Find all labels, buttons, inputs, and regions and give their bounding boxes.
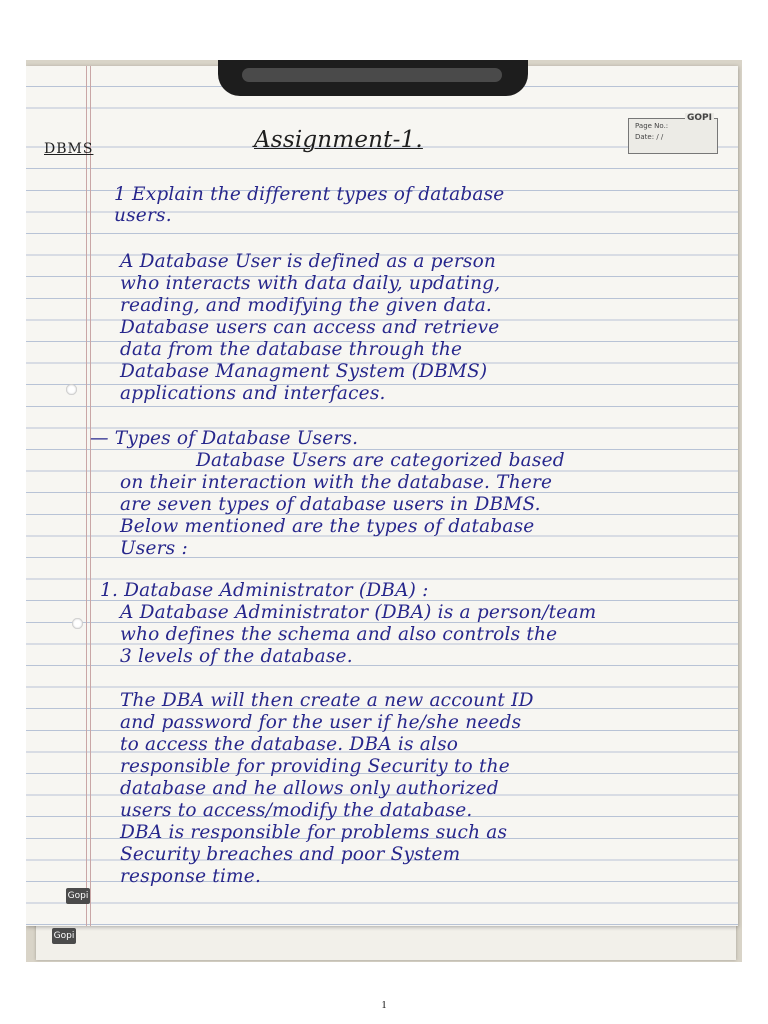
answer-line: 3 levels of the database. bbox=[120, 646, 353, 667]
notebook-logo: Gopi bbox=[52, 928, 76, 944]
answer-line: users to access/modify the database. bbox=[120, 800, 473, 821]
answer-line: data from the database through the bbox=[120, 339, 463, 360]
answer-line: on their interaction with the database. There bbox=[120, 472, 553, 493]
answer-line: Security breaches and poor System bbox=[120, 844, 461, 865]
answer-line: Users : bbox=[120, 538, 188, 559]
page-number-box bbox=[628, 113, 718, 154]
answer-line: Database users can access and retrieve bbox=[120, 317, 500, 338]
answer-line: are seven types of database users in DBMS. bbox=[120, 494, 541, 515]
notebook-photo bbox=[26, 60, 742, 962]
answer-line: Database Users are categorized based bbox=[196, 450, 565, 471]
answer-line: Database Managment System (DBMS) bbox=[120, 361, 488, 382]
clipboard-clip bbox=[218, 60, 528, 96]
answer-line: responsible for providing Security to the bbox=[120, 756, 510, 777]
subject-heading: DBMS bbox=[44, 141, 94, 157]
answer-line: applications and interfaces. bbox=[120, 383, 386, 404]
page-no-label: Page No.: bbox=[635, 122, 669, 130]
answer-line: database and he allows only authorized bbox=[120, 778, 499, 799]
margin-line bbox=[86, 66, 87, 926]
page-title: Assignment-1. bbox=[254, 127, 423, 153]
answer-line: A Database Administrator (DBA) is a person/team bbox=[120, 602, 597, 623]
answer-line: to access the database. DBA is also bbox=[120, 734, 459, 755]
answer-line: DBA is responsible for problems such as bbox=[120, 822, 508, 843]
punch-hole bbox=[66, 384, 77, 395]
subsection-heading: 1. Database Administrator (DBA) : bbox=[100, 580, 429, 601]
notebook-logo: Gopi bbox=[66, 888, 90, 904]
answer-line: who interacts with data daily, updating, bbox=[120, 273, 501, 294]
answer-line: who defines the schema and also controls the bbox=[120, 624, 558, 645]
question-line: users. bbox=[114, 205, 172, 226]
margin-line bbox=[90, 66, 91, 926]
answer-line: and password for the user if he/she needs bbox=[120, 712, 522, 733]
section-heading: — Types of Database Users. bbox=[90, 428, 359, 449]
answer-line: reading, and modifying the given data. bbox=[120, 295, 493, 316]
answer-line: A Database User is defined as a person bbox=[120, 251, 497, 272]
answer-line: response time. bbox=[120, 866, 262, 887]
date-label: Date: bbox=[635, 133, 655, 141]
notebook-page bbox=[26, 66, 738, 926]
brand-label: GOPI bbox=[687, 113, 712, 123]
answer-line: Below mentioned are the types of database bbox=[120, 516, 535, 537]
question-line: 1 Explain the different types of database bbox=[114, 184, 505, 205]
answer-line: The DBA will then create a new account ID bbox=[120, 690, 534, 711]
punch-hole bbox=[72, 618, 83, 629]
date-value: / / bbox=[656, 133, 664, 141]
page-number: 1 bbox=[381, 1000, 387, 1011]
